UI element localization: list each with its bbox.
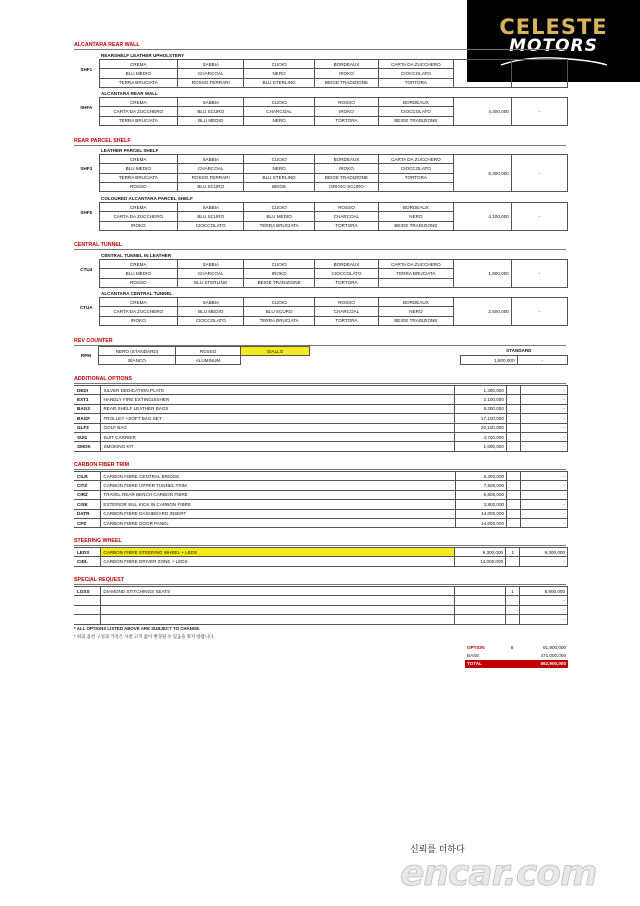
color-option: TERRA BRUCIATA [99, 173, 178, 182]
option-total: - [521, 481, 568, 490]
option-code: LOSS [74, 587, 101, 596]
option-total: - [521, 490, 568, 499]
color-option: IROKO [99, 221, 178, 230]
option-code: BAG3 [74, 404, 101, 413]
option-code: DEDI [74, 386, 101, 395]
option-total: - [521, 395, 568, 404]
color-option: ROSSO FERRARI [178, 173, 244, 182]
option-name: CARBON FIBRE DASHBOARD INSERT [101, 509, 455, 518]
color-option: IROKO [314, 107, 378, 116]
ctu4-table [74, 251, 568, 288]
blank-cell [453, 194, 511, 203]
option-row [74, 423, 568, 432]
ctua-table [74, 289, 568, 326]
option-qty [506, 557, 520, 566]
section-title-steering-wheel: STEERING WHEEL [74, 538, 122, 544]
option-group-title: CENTRAL TUNNEL IN LEATHER [101, 252, 172, 258]
option-name: CARBON FIBRE UPPER TUNNEL TRIM [101, 481, 455, 490]
color-option: CUOIO [244, 298, 314, 307]
option-code: LEDS [74, 548, 101, 557]
color-option: CIOCCOLATO [379, 164, 454, 173]
encar-watermark: encar.com [400, 853, 597, 894]
color-option: BLU STERLING [178, 278, 244, 287]
price-summary [465, 643, 568, 668]
option-total: - [511, 98, 567, 126]
option-total: - [521, 509, 568, 518]
option-price: 1,900,000 [453, 260, 511, 288]
option-name: REAR SHELF LEATHER BAGS [101, 404, 455, 413]
section-divider [74, 469, 566, 470]
option-price [455, 605, 505, 614]
option-price: 5,600,000 [455, 490, 507, 499]
shfa-table [74, 89, 568, 126]
color-option: TORTORA [379, 78, 454, 87]
section-title-special-request: SPECIAL REQUEST [74, 577, 124, 583]
option-code [74, 596, 101, 605]
blank-cell [453, 146, 511, 155]
color-option: CUOIO [244, 60, 314, 69]
color-option: IROKO [244, 269, 314, 278]
color-option: CHARCOAL [314, 212, 378, 221]
color-option: CREMA [99, 203, 178, 212]
color-option: NERO [244, 116, 314, 125]
option-code: SUI1 [74, 432, 101, 441]
option-group-title: COLOURED ALCANTARA PARCEL SHELF [101, 195, 193, 201]
option-row [74, 490, 568, 499]
option-name: CARBON FIBRE DRIVER ZONE + LEDS [101, 557, 454, 566]
color-option: BLU STERLING [244, 173, 314, 182]
color-option: BORDEAUX [314, 60, 378, 69]
option-qty: 1 [506, 548, 520, 557]
logo-line2: MOTORS [509, 35, 598, 56]
color-option: TORTORA [314, 116, 378, 125]
option-price: 4,400,000 [453, 98, 511, 126]
color-option: CUOIO [244, 155, 314, 164]
option-qty [505, 605, 519, 614]
option-code: SHF3 [80, 166, 93, 172]
color-option: BEIGE TRADIZIONE [314, 173, 378, 182]
color-option: SABBIA [178, 155, 244, 164]
color-option: CARTA DA ZUCCHERO [99, 307, 178, 316]
color-option: SABBIA [178, 98, 244, 107]
blank-cell [453, 89, 511, 98]
option-qty [507, 500, 521, 509]
option-price: 2,500,000 [453, 298, 511, 326]
color-option: BLU MEDIO [99, 269, 178, 278]
option-price: 14,000,000 [455, 518, 507, 527]
option-code: CISK [74, 500, 101, 509]
option-name: CARBON FIBRE STEERING WHEEL + LEDS [101, 548, 454, 557]
option-row [74, 615, 568, 624]
option-price: 9,300,000 [455, 404, 507, 413]
option-row [74, 404, 568, 413]
option-row [74, 414, 568, 423]
color-option: BLU MEDIO [178, 116, 244, 125]
color-option: CIOCCOLATO [314, 269, 378, 278]
color-option: TORTORA [314, 316, 378, 325]
blank-cell [453, 251, 511, 260]
section-title-rev-counter: REV COUNTER [74, 338, 113, 344]
option-total: - [511, 260, 567, 288]
option-price [455, 587, 505, 596]
section-title-carbon-fiber-trim: CARBON FIBER TRIM [74, 462, 130, 468]
color-option: CIOCCOLATO [379, 107, 454, 116]
color-option: BLU SCURO [244, 307, 314, 316]
section-divider [74, 249, 566, 250]
color-option: BORDEAUX [314, 260, 378, 269]
option-row [74, 518, 568, 527]
option-qty [506, 386, 520, 395]
color-option: ROSSO [314, 203, 378, 212]
option-total: - [511, 203, 567, 231]
color-option: IROKO [314, 69, 378, 78]
option-price: 20,100,000 [455, 423, 507, 432]
option-code: CIDL [74, 557, 101, 566]
option-label: OPTION [467, 644, 485, 650]
option-price [455, 615, 505, 624]
option-group-title: REARSHELF LEATHER UPHOLSTERY [101, 52, 185, 58]
option-code: DATR [74, 509, 101, 518]
rpm-option: ROSSO [176, 347, 241, 356]
option-count: 8 [510, 644, 514, 650]
option-price [453, 60, 511, 88]
color-option: IROKO [314, 164, 378, 173]
color-option: NERO [379, 307, 454, 316]
color-option: BLU SCURO [178, 107, 244, 116]
option-code: CITZ [74, 481, 101, 490]
color-option: CUOIO [244, 260, 314, 269]
color-option: IROKO [99, 316, 178, 325]
color-option: BEIGE TRADIZIONE [314, 78, 378, 87]
color-option: CHARCOAL [314, 307, 378, 316]
option-code: CTU4 [80, 266, 93, 272]
option-price: 14,000,000 [455, 509, 507, 518]
option-total: 8,900,000 [520, 587, 568, 596]
section-divider [74, 383, 566, 384]
rpm-table [74, 346, 568, 365]
base-label: BASE [467, 653, 480, 659]
color-option: CUOIO [244, 203, 314, 212]
option-total: - [521, 518, 568, 527]
option-total: - [511, 155, 567, 192]
color-option: TORTORA [379, 173, 454, 182]
option-price [455, 596, 505, 605]
section-divider [74, 545, 566, 546]
color-option: TORTORA [314, 278, 378, 287]
option-total: 9,300,000 [520, 548, 568, 557]
color-option: SABBIA [178, 60, 244, 69]
color-option: CARTA DA ZUCCHERO [379, 260, 454, 269]
tagline: 신뢰를 더하다 [410, 844, 465, 854]
color-option: ROSSO [314, 98, 378, 107]
color-option: TERRA BRUCIATA [99, 78, 178, 87]
color-option: TERRA BRUCIATA [244, 316, 314, 325]
color-option: ROSSO [314, 298, 378, 307]
blank-cell [453, 289, 511, 298]
color-option: BLU MEDIO [178, 307, 244, 316]
color-option: CHARCOAL [178, 164, 244, 173]
option-row [74, 500, 568, 509]
color-option: BEIGE [244, 182, 314, 191]
section-title-central-tunnel: CENTRAL TUNNEL [74, 242, 123, 248]
option-value: 91,900,000 [543, 644, 566, 650]
option-name: TROLLEY +SOFT BAG SET [101, 414, 455, 423]
note-subject-to-change: * ALL OPTIONS LISTED ABOVE ARE SUBJECT TO CHANGE. [74, 626, 201, 631]
option-price: 7,500,000 [455, 481, 507, 490]
option-total: - [511, 298, 567, 326]
option-code: SHF1 [80, 66, 93, 72]
color-option: BLU STERLING [244, 78, 314, 87]
color-option: CREMA [99, 60, 178, 69]
shf5-table [74, 194, 568, 231]
total-value: 562,900,000 [517, 660, 568, 668]
color-option: CARTA DA ZUCCHERO [379, 60, 454, 69]
option-name: DIAMOND STITCHINGS SEATS [101, 587, 455, 596]
option-qty [507, 481, 521, 490]
option-price: 9,300,000 [454, 548, 505, 557]
option-row [74, 442, 568, 451]
option-row [74, 605, 568, 614]
rpm-option: NERO (STANDARD) [99, 347, 176, 356]
option-price: 5,300,000 [455, 472, 507, 481]
option-total: - [521, 404, 568, 413]
option-total: - [521, 386, 568, 395]
color-option: ROSSO [99, 182, 178, 191]
rpm-option: ALUMINUM [176, 356, 241, 365]
color-option: TERRA BRUCIATA [99, 116, 178, 125]
section-divider [74, 584, 566, 585]
option-row [74, 481, 568, 490]
option-qty [506, 395, 520, 404]
shf1-table [74, 51, 568, 88]
option-total [511, 60, 567, 88]
rpm-option: BIANCO [99, 356, 176, 365]
option-price: 14,000,000 [454, 557, 505, 566]
shf3-table [74, 146, 568, 192]
color-option: CUOIO [244, 98, 314, 107]
option-price: 2,100,000 [455, 395, 507, 404]
option-row [74, 386, 568, 395]
option-name: SUIT CARRIER [101, 432, 455, 441]
color-option: TERRA BRUCIATA [244, 221, 314, 230]
rpm-price: 1,800,000 [460, 356, 517, 365]
option-code: CTUA [79, 304, 93, 310]
color-option: BEIGE TRADIZIONE [379, 316, 454, 325]
section-title-rear-parcel-shelf: REAR PARCEL SHELF [74, 138, 131, 144]
option-price: 3,800,000 [455, 500, 507, 509]
option-name: TRAVEL REAR BENCH CARBON FIBRE [101, 490, 455, 499]
color-option: SABBIA [178, 260, 244, 269]
color-option: TERRA BRUCIATA [379, 269, 454, 278]
option-code: SMOK [74, 442, 101, 451]
option-code: CILR [74, 472, 101, 481]
option-total: - [520, 615, 568, 624]
option-total: - [521, 442, 568, 451]
special-request-table [74, 586, 568, 625]
note-korean: * 위의 옵션 구성과 가격은 사전 고지 없이 변경될 수 있음을 명지 바랍니다. [74, 634, 215, 639]
option-price: 5,300,000 [453, 155, 511, 192]
option-qty [506, 404, 520, 413]
color-option [379, 278, 454, 287]
color-option: BORDEAUX [379, 203, 454, 212]
color-option: CHARCOAL [178, 69, 244, 78]
carbon-fiber-table [74, 471, 568, 528]
option-code [74, 605, 101, 614]
option-code: EXT1 [74, 395, 101, 404]
option-name: EXTERIOR SILL KICK IN CARBON FIBRE [101, 500, 455, 509]
color-option: CHARCOAL [244, 107, 314, 116]
rpm-option-highlighted: GIALLO [241, 347, 310, 356]
option-qty [507, 518, 521, 527]
option-code: GLF3 [74, 423, 101, 432]
color-option: CARTA DA ZUCCHERO [99, 107, 178, 116]
color-option: CREMA [99, 298, 178, 307]
option-qty [506, 423, 520, 432]
color-option: BEIGE TRADIZIONE [379, 116, 454, 125]
color-option: CREMA [99, 155, 178, 164]
color-option: TORTORA [314, 221, 378, 230]
option-name: HANDLY FIRE EXTINGUISHER [101, 395, 455, 404]
option-qty [507, 509, 521, 518]
color-option: CARTA DA ZUCCHERO [379, 155, 454, 164]
option-total: - [521, 414, 568, 423]
option-qty [505, 596, 519, 605]
section-title-alcantara-rear-wall: ALCANTARA REAR WALL [74, 42, 140, 48]
option-row [74, 587, 568, 596]
option-qty [505, 615, 519, 624]
option-total: - [520, 605, 568, 614]
section-title-additional-options: ADDITIONAL OPTIONS [74, 376, 132, 382]
color-option: BEIGE TRADIZIONE [379, 221, 454, 230]
option-group-title: ALCANTARA REAR WALL [101, 90, 158, 96]
option-name: GOLF BAG [101, 423, 455, 432]
option-code: BAGF [74, 414, 101, 423]
blank-cell [453, 51, 511, 60]
color-option: BORDEAUX [314, 155, 378, 164]
base-value: 471,000,000 [540, 653, 566, 659]
color-option: NERO [244, 164, 314, 173]
color-option: SABBIA [178, 298, 244, 307]
option-row [74, 548, 568, 557]
option-total: - [521, 472, 568, 481]
option-name: SILVER DEDICATION PLATE [101, 386, 455, 395]
color-option: BLU MEDIO [99, 69, 178, 78]
option-price: 1,300,000 [455, 386, 507, 395]
color-option: BLU SCURO [178, 182, 244, 191]
option-name: SMOKING KIT [101, 442, 455, 451]
option-total: - [520, 557, 568, 566]
color-option: BORDEAUX [379, 298, 454, 307]
option-name [101, 615, 455, 624]
color-option: BLU SCURO [178, 212, 244, 221]
color-option [379, 182, 454, 191]
option-qty [507, 490, 521, 499]
option-price: 4,700,000 [455, 432, 507, 441]
color-option: CIOCCOLATO [178, 221, 244, 230]
option-row [74, 472, 568, 481]
rpm-code: RPM [80, 353, 92, 359]
option-total: - [520, 596, 568, 605]
option-code: CPZ [74, 518, 101, 527]
option-price: 4,100,000 [453, 203, 511, 231]
color-option: NERO [379, 212, 454, 221]
color-option: ROSSO FERRARI [178, 78, 244, 87]
color-option: GRIGIO SCURO [314, 182, 378, 191]
option-qty [507, 472, 521, 481]
section-divider [74, 49, 566, 50]
option-qty [506, 414, 520, 423]
option-code: SHF5 [80, 209, 93, 215]
color-option: BLU MEDIO [244, 212, 314, 221]
option-row [74, 509, 568, 518]
option-name: CARBON FIBRE CENTRAL BRIDGE [101, 472, 455, 481]
option-code: SHFA [80, 104, 93, 110]
logo-line1: CELESTE [499, 14, 608, 39]
option-code [74, 615, 101, 624]
color-option: SABBIA [178, 203, 244, 212]
color-option: CIOCCOLATO [379, 69, 454, 78]
option-total: - [521, 432, 568, 441]
option-code: CIRZ [74, 490, 101, 499]
option-qty: 1 [505, 587, 519, 596]
additional-options-table [74, 385, 568, 452]
rpm-total: - [517, 356, 568, 365]
option-price: 1,600,000 [455, 442, 507, 451]
option-price: 17,100,000 [455, 414, 507, 423]
color-option: ROSSO [99, 278, 178, 287]
option-row [74, 395, 568, 404]
color-option: NERO [244, 69, 314, 78]
color-option: CARTA DA ZUCCHERO [99, 212, 178, 221]
option-total: - [521, 423, 568, 432]
steering-wheel-table [74, 547, 568, 567]
color-option: CREMA [99, 98, 178, 107]
total-label: TOTAL [465, 660, 507, 668]
option-group-title: ALCANTARA CENTRAL TUNNEL [101, 290, 173, 296]
color-option: BEIGE TRADIZIONE [244, 278, 314, 287]
option-qty [506, 442, 520, 451]
option-row [74, 596, 568, 605]
option-name: CARBON FIBRE DOOR PANEL [101, 518, 455, 527]
option-qty [506, 432, 520, 441]
option-group-title: LEATHER PARCEL SHELF [101, 147, 159, 153]
color-option: CIOCCOLATO [178, 316, 244, 325]
color-option: CHARCOAL [178, 269, 244, 278]
rpm-standard: STANDARD [506, 348, 532, 354]
option-row [74, 432, 568, 441]
option-name [101, 596, 455, 605]
option-total: - [521, 500, 568, 509]
color-option: CREMA [99, 260, 178, 269]
color-option: BLU MEDIO [99, 164, 178, 173]
option-name [101, 605, 455, 614]
color-option: BORDEAUX [379, 98, 454, 107]
option-row [74, 557, 568, 566]
